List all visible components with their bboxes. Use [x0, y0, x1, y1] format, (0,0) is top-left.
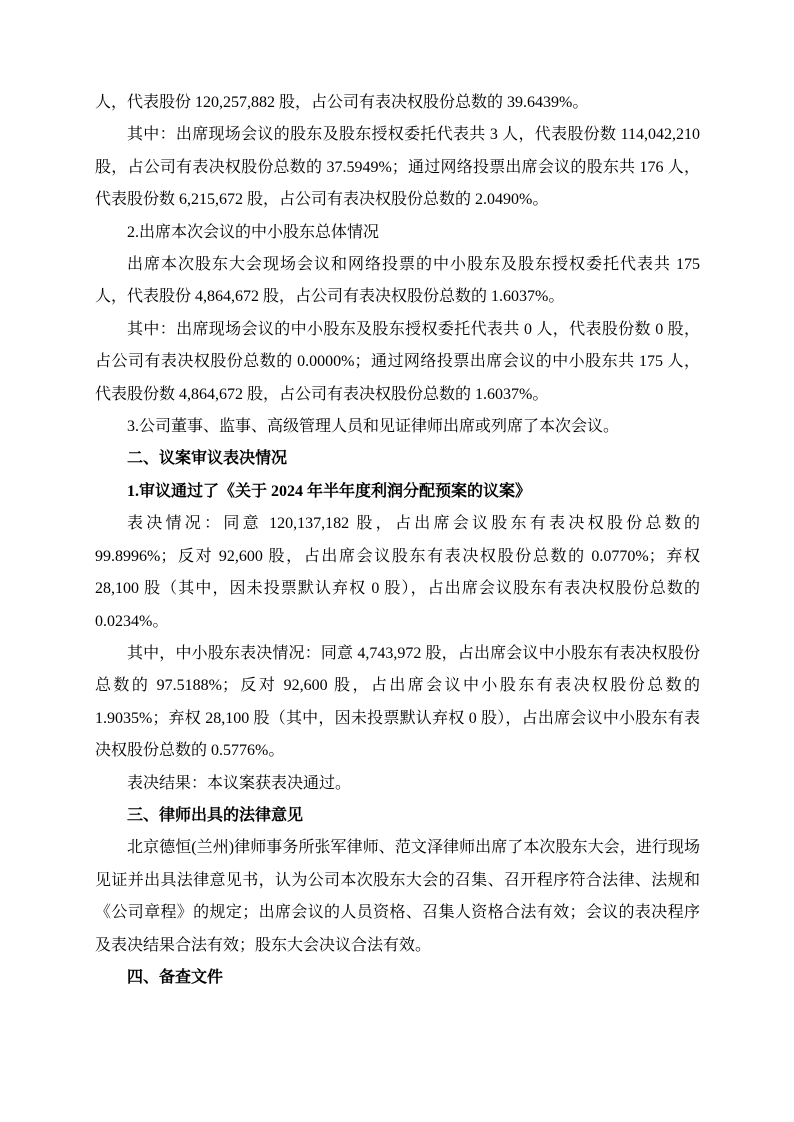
section-heading-3: 三、律师出具的法律意见 [127, 806, 304, 824]
paragraph-minor-voting-result: 其中，中小股东表决情况：同意 4,743,972 股，占出席会议中小股东有表决权股份总数的 97.5188%；反对 92,600 股，占出席会议中小股东有表决权股份总数的 1.9035%；弃权 28,100 股（其中，因未投票默认弃权 0 股），占出席会议中小股东有表决权股份总数的 0.5776%。 [95, 644, 700, 760]
paragraph-minor-shareholders-overview: 出席本次股东大会现场会议和网络投票的中小股东及股东授权委托代表共 175 人，代表股份 4,864,672 股，占公司有表决权股份总数的 1.6037%。 [95, 256, 700, 306]
paragraph-attendees-note: 3.公司董事、监事、高级管理人员和见证律师出席或列席了本次会议。 [127, 418, 620, 436]
section-heading-4: 四、备查文件 [127, 968, 224, 986]
paragraph-legal-opinion: 北京德恒(兰州)律师事务所张军律师、范文泽律师出席了本次股东大会，进行现场见证并出具法律意见书，认为公司本次股东大会的召集、召开程序符合法律、法规和《公司章程》的规定；出席会议的人员资格、召集人资格合法有效；会议的表决程序及表决结果合法有效；股东大会决议合法有效。 [95, 839, 700, 954]
paragraph-attendance-detail: 其中：出席现场会议的股东及股东授权委托代表共 3 人，代表股份数 114,042,210 股，占公司有表决权股份总数的 37.5949%；通过网络投票出席会议的股东共 176 人，代表股份数 6,215,672 股，占公司有表决权股份总数的 2.0490%。 [95, 126, 700, 209]
paragraph-vote-conclusion: 表决结果：本议案获表决通过。 [127, 774, 352, 792]
proposal-heading: 1.审议通过了《关于 2024 年半年度利润分配预案的议案》 [127, 482, 532, 500]
paragraph-minor-shareholders-detail: 其中：出席现场会议的中小股东及股东授权委托代表共 0 人，代表股份数 0 股，占公司有表决权股份总数的 0.0000%；通过网络投票出席会议的中小股东共 175 人，代表股份数 4,864,672 股，占公司有表决权股份总数的 1.6037%。 [95, 320, 700, 403]
section-heading-2: 二、议案审议表决情况 [127, 450, 288, 468]
paragraph-continuation: 人，代表股份 120,257,882 股，占公司有表决权股份总数的 39.6439%。 [95, 94, 589, 111]
paragraph-voting-result: 表决情况：同意 120,137,182 股，占出席会议股东有表决权股份总数的 99.8996%；反对 92,600 股，占出席会议股东有表决权股份总数的 0.0770%；弃权 28,100 股（其中，因未投票默认弃权 0 股），占出席会议股东有表决权股份总数的 0.0234%。 [95, 515, 700, 630]
paragraph-minor-shareholders-title: 2.出席本次会议的中小股东总体情况 [127, 223, 380, 241]
